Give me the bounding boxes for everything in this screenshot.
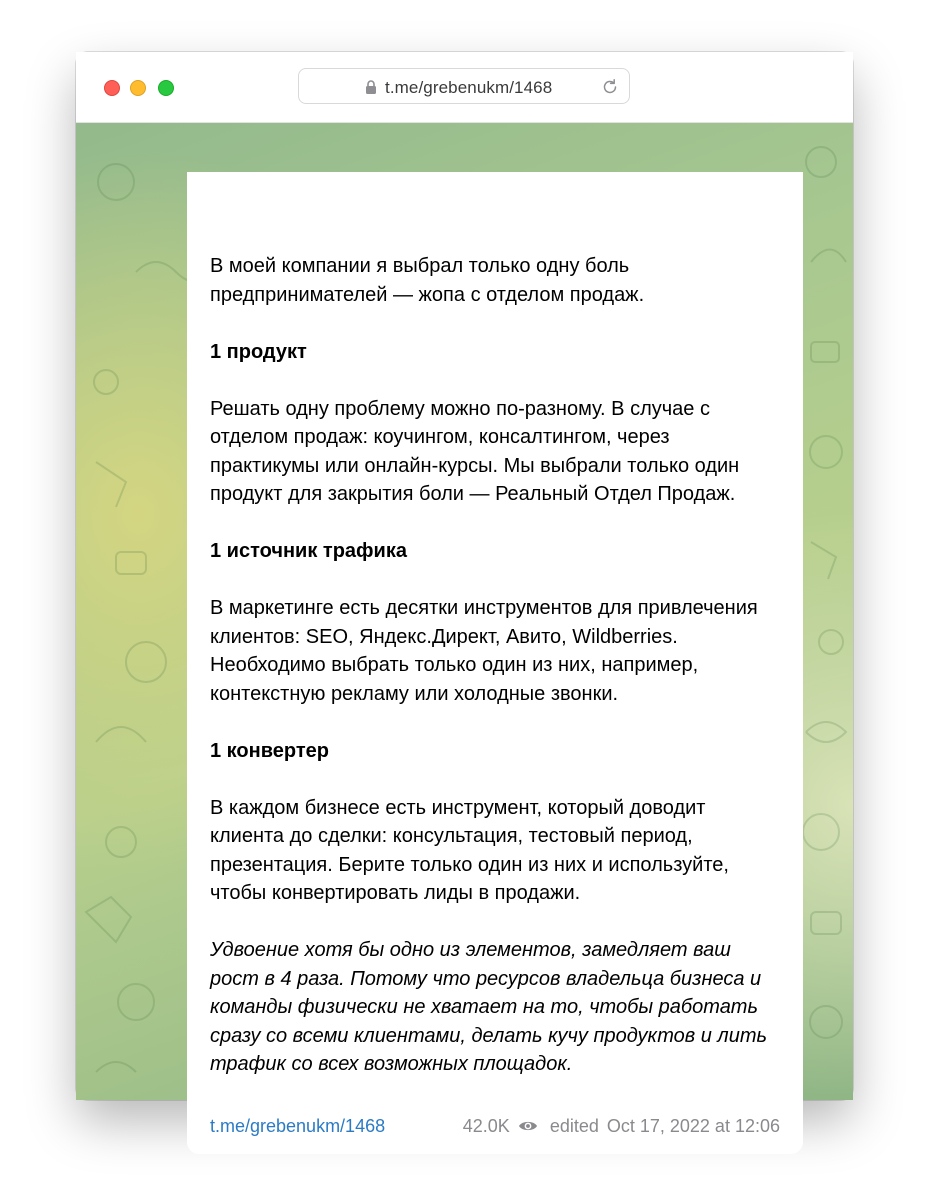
message-text xyxy=(210,252,783,1079)
edited-label: edited xyxy=(549,1116,599,1136)
paragraph-gap xyxy=(210,908,783,937)
message-date: Oct 17, 2022 at 12:06 xyxy=(606,1116,780,1136)
section-heading: 1 конвертер xyxy=(210,739,329,762)
paragraph-gap xyxy=(210,309,783,338)
paragraph-gap xyxy=(210,566,783,595)
section-heading: 1 продукт xyxy=(210,340,307,363)
paragraph-gap xyxy=(210,366,783,395)
minimize-window-button[interactable] xyxy=(130,80,146,96)
reload-icon[interactable] xyxy=(601,78,619,96)
browser-window xyxy=(76,52,853,1136)
paragraph-gap xyxy=(210,708,783,737)
view-count: 42.0K xyxy=(462,1116,510,1136)
title-bar xyxy=(76,52,853,123)
chat-background xyxy=(76,122,853,1136)
eye-icon xyxy=(518,1119,538,1133)
italic-paragraph: Удвоение хотя бы одно из элементов, замедляет ваш рост в 4 раза. Потому что ресурсов владельца бизнеса и команды физически не хватает на то, чтобы работать сразу со всеми клиентами, делать кучу продуктов и лить трафик со всех возможных площадок. xyxy=(210,939,768,1075)
address-text[interactable]: t.me/grebenukm/1468 xyxy=(385,78,553,97)
message-bubble xyxy=(187,172,803,1154)
paragraph: В каждом бизнесе есть инструмент, который доводит клиента до сделки: консультация, тестовый период, презентация. Берите только один из них и используйте, чтобы конвертировать лиды в продажи. xyxy=(210,796,729,904)
zoom-window-button[interactable] xyxy=(158,80,174,96)
paragraph: Решать одну проблему можно по-разному. В случае с отделом продаж: коучингом, консалтингом, через практикумы или онлайн-курсы. Мы выбрали только один продукт для закрытия боли — Реальный Отдел Продаж. xyxy=(210,397,740,505)
paragraph-gap xyxy=(210,509,783,538)
message-footer xyxy=(210,1114,780,1138)
lock-icon xyxy=(365,80,377,94)
address-bar[interactable] xyxy=(298,68,630,104)
message-meta xyxy=(463,1114,780,1138)
section-heading: 1 источник трафика xyxy=(210,540,407,562)
post-link[interactable]: t.me/grebenukm/1468 xyxy=(210,1116,386,1136)
paragraph: В маркетинге есть десятки инструментов для привлечения клиентов: SEO, Яндекс.Директ, Авито, Wildberries. Необходимо выбрать только один из них, например, контекстную рекламу или холодные звонки. xyxy=(210,597,758,705)
close-window-button[interactable] xyxy=(104,80,120,96)
paragraph: В моей компании я выбрал только одну боль предпринимателей — жопа с отделом продаж. xyxy=(210,255,645,306)
paragraph-gap xyxy=(210,765,783,794)
